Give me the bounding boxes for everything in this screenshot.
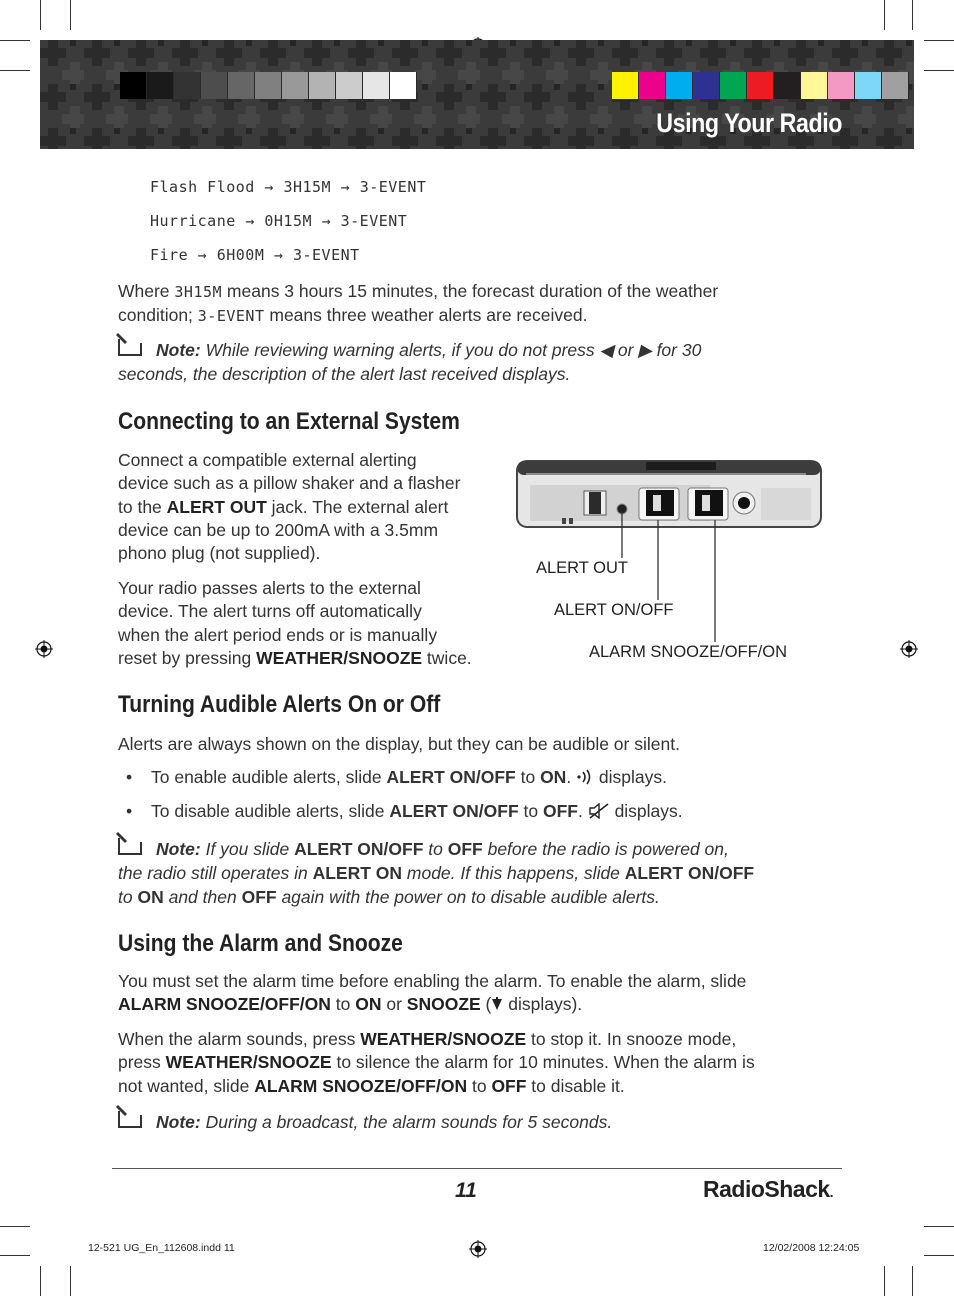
color-swatch [309,72,336,99]
registration-mark-icon [469,1240,487,1258]
speaker-on-icon [576,769,594,785]
color-swatch [612,72,639,99]
color-swatch [666,72,693,99]
list-item: • To disable audible alerts, slide ALERT ON/OFF to OFF. displays. [126,801,683,821]
color-swatch [390,72,417,99]
color-swatch [828,72,855,99]
file-slug: 12-521 UG_En_112608.indd 11 [88,1242,235,1254]
alert-count: 3-EVENT [340,212,408,230]
color-swatch [363,72,390,99]
alert-example-row [150,246,360,264]
snooze-bell-icon [491,997,503,1011]
color-swatch [255,72,282,99]
color-swatch [639,72,666,99]
header-banner [40,40,914,149]
section-heading-audible: Turning Audible Alerts On or Off [118,691,441,718]
color-swatch [855,72,882,99]
alert-duration: 3H15M [283,178,332,196]
grayscale-calibration-bar [120,72,417,99]
color-swatch [120,72,147,99]
alarm-paragraph-2: When the alarm sounds, press WEATHER/SNOOZE to stop it. In snooze mode, press WEATHER/SNOOZE to silence the alarm for 10 minutes. When the alarm is not wanted, slide ALARM SNOOZE/OFF/ON to OFF to disable it. [118,1029,755,1096]
arrow-icon: → [273,246,284,264]
arrow-icon: → [197,246,208,264]
arrow-icon: → [340,178,351,196]
footer-divider [112,1168,842,1169]
color-swatch [693,72,720,99]
section-heading-alarm: Using the Alarm and Snooze [118,930,403,957]
list-item: • To enable audible alerts, slide ALERT ON/OFF to ON. displays. [126,767,667,787]
alert-event: Fire [150,246,189,264]
callout-alarm-snooze: ALARM SNOOZE/OFF/ON [589,643,788,661]
color-swatch [747,72,774,99]
color-swatch [201,72,228,99]
color-calibration-bar [612,72,909,99]
external-paragraph-1: Connect a compatible external alerting device such as a pillow shaker and a flasher to the ALERT OUT jack. The external alert device can be up to 200mA with a 3.5mm phono plug (not supplied). [118,450,461,564]
note-alert-review: Note: While reviewing warning alerts, if you do not press ◀ or ▶ for 30 seconds, the description of the alert last received displays. [118,340,702,384]
page-title: Using Your Radio [656,108,842,138]
note-broadcast: Note: During a broadcast, the alarm sounds for 5 seconds. [156,1112,613,1132]
arrow-icon: → [264,178,274,196]
alert-count: 3-EVENT [359,178,427,196]
date-slug: 12/02/2008 12:24:05 [763,1242,860,1254]
external-paragraph-2: Your radio passes alerts to the external device. The alert turns off automatically when the alert period ends or is manually reset by pressing WEATHER/SNOOZE twice. [118,578,472,668]
note-alert-power: Note: If you slide ALERT ON/OFF to OFF before the radio is powered on, the radio still operates in ALERT ON mode. If this happens, slide ALERT ON/OFF to ON and then OFF again with the power on to disable audible alerts. [118,839,755,907]
alert-example-row [150,212,407,230]
color-swatch [336,72,363,99]
color-swatch [801,72,828,99]
audible-intro: Alerts are always shown on the display, but they can be audible or silent. [118,734,680,754]
color-swatch [282,72,309,99]
alert-event: Hurricane [150,212,236,230]
alert-example-row [150,178,426,196]
alert-count: 3-EVENT [292,246,360,264]
callout-alert-on-off: ALERT ON/OFF [554,601,674,619]
color-swatch [882,72,909,99]
registration-mark-icon [35,640,53,658]
speaker-off-icon [588,803,610,819]
color-swatch [174,72,201,99]
color-swatch [720,72,747,99]
note-pencil-icon [113,1105,143,1129]
alert-event: Flash Flood [150,178,255,196]
color-swatch [774,72,801,99]
color-swatch [228,72,255,99]
arrow-icon: → [321,212,332,230]
color-swatch [147,72,174,99]
explanation-paragraph: Where 3H15M means 3 hours 15 minutes, the forecast duration of the weather condition; 3-EVENT means three weather alerts are received. [118,281,719,326]
alert-duration: 6H00M [216,246,265,264]
arrow-icon: → [245,212,255,230]
registration-mark-icon [900,640,918,658]
section-heading-external: Connecting to an External System [118,408,460,435]
radioshack-logo: RadioShack. [703,1176,834,1202]
callout-alert-out: ALERT OUT [536,559,628,577]
alert-duration: 0H15M [264,212,313,230]
page-number: 11 [455,1179,477,1202]
alarm-paragraph-1: You must set the alarm time before enabling the alarm. To enable the alarm, slide ALARM SNOOZE/OFF/ON to ON or SNOOZE ( displays). [118,971,747,1015]
